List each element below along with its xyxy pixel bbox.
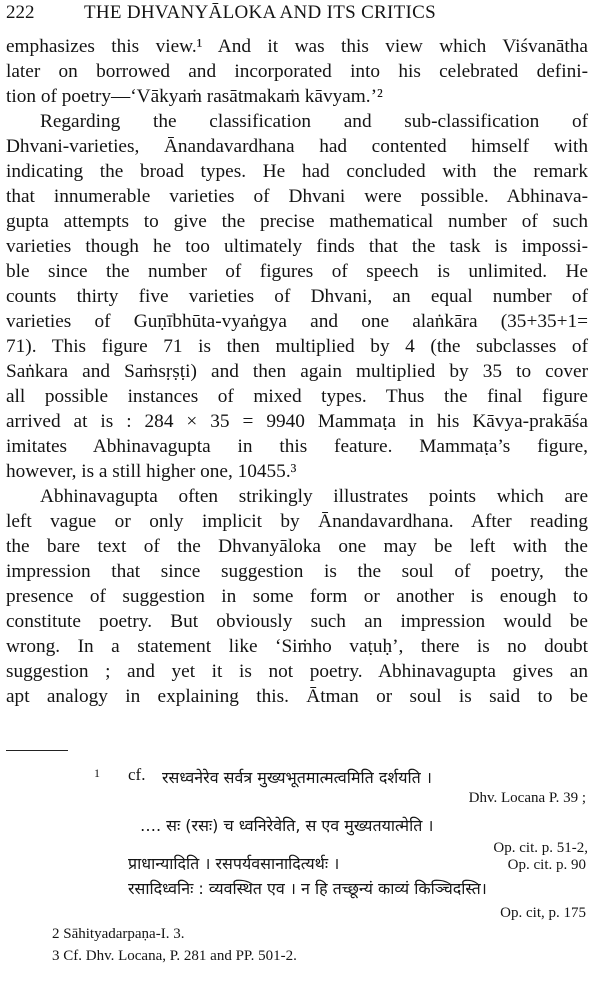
text-line: imitates Abhinavagupta in this feature. Mammaṭa’s figure, (6, 436, 588, 457)
text-line: Saṅkara and Saṁsṛṣṭi) and then again multiplied by 35 to cover (6, 361, 588, 382)
text-line: all possible instances of mixed types. Thus the final figure (6, 386, 588, 407)
text-line: suggestion ; and yet it is not poetry. Abhinavagupta gives an (6, 661, 588, 682)
footnote-1-citation-2: Op. cit. p. 51-2, (493, 840, 588, 856)
text-line: arrived at is : 284 × 35 = 9940 Mammaṭa in his Kāvya-prakāśa (6, 411, 588, 432)
text-line: impression that since suggestion is the soul of poetry, the (6, 561, 588, 582)
page-number: 222 (6, 2, 35, 23)
footnote-3: 3 Cf. Dhv. Locana, P. 281 and PP. 501-2. (52, 948, 297, 964)
text-line: presence of suggestion in some form or another is enough to (6, 586, 588, 607)
footnote-1-citation-4: Op. cit, p. 175 (500, 905, 586, 921)
footnote-1-cf: cf. (128, 765, 146, 784)
text-line: constitute poetry. But obviously such an impression would be (6, 611, 588, 632)
footnote-1-citation-1: Dhv. Locana P. 39 ; (468, 790, 586, 806)
running-title: THE DHVANYĀLOKA AND ITS CRITICS (84, 2, 437, 23)
page-header (0, 2, 600, 26)
text-line: later on borrowed and incorporated into his celebrated defini- (6, 61, 588, 82)
text-line: varieties though he too ultimately finds that the task is impossi- (6, 236, 588, 257)
footnote-1-sanskrit-1: रसध्वनेरेव सर्वत्र मुख्यभूतमात्मत्वमिति दर्शयति । (162, 768, 432, 787)
text-line: left vague or only implicit by Ānandavardhana. After reading (6, 511, 588, 532)
text-line: tion of poetry—‘Vākyaṁ rasātmakaṁ kāvyam.’² (6, 86, 383, 107)
text-line: however, is a still higher one, 10455.³ (6, 461, 297, 482)
footnote-separator (6, 750, 68, 751)
text-line: Abhinavagupta often strikingly illustrates points which are (40, 486, 588, 507)
footnote-2: 2 Sāhityadarpaṇa-I. 3. (52, 926, 185, 942)
footnote-1-sanskrit-2: …. सः (रसः) च ध्वनिरेवेति, स एव मुख्यतयात्मेति । (140, 816, 434, 835)
text-line: gupta attempts to give the precise mathematical number of such (6, 211, 588, 232)
text-line: Dhvani-varieties, Ānandavardhana had contented himself with (6, 136, 588, 157)
text-line: the bare text of the Dhvanyāloka one may be left with the (6, 536, 588, 557)
text-line: ble since the number of figures of speech is unlimited. He (6, 261, 588, 282)
text-line: apt analogy in explaining this. Ātman or soul is said to be (6, 686, 588, 707)
text-line: emphasizes this view.¹ And it was this view which Viśvanātha (6, 36, 588, 57)
text-line: Regarding the classification and sub-classification of (40, 111, 588, 132)
footnote-1-citation-3: Op. cit. p. 90 (507, 857, 586, 873)
footnote-1-sanskrit-4: रसादिध्वनिः : व्यवस्थित एव । न हि तच्छून्यं काव्यं किञ्चिदस्ति। (128, 879, 487, 898)
footnote-1-sanskrit-3: प्राधान्यादिति । रसपर्यवसानादित्यर्थः । (128, 854, 340, 873)
text-line: wrong. In a statement like ‘Siṁho vaṭuḥ’, there is no doubt (6, 636, 588, 657)
text-line: indicating the broad types. He had concluded with the remark (6, 161, 588, 182)
body-text (6, 34, 588, 709)
text-line: varieties of Guṇībhūta-vyaṅgya and one alaṅkāra (35+35+1= (6, 311, 588, 332)
text-line: counts thirty five varieties of Dhvani, an equal number of (6, 286, 588, 307)
text-line: that innumerable varieties of Dhvani were possible. Abhinava- (6, 186, 588, 207)
footnote-1-marker: 1 (94, 766, 100, 780)
text-line: 71). This figure 71 is then multiplied by 4 (the subclasses of (6, 336, 588, 357)
